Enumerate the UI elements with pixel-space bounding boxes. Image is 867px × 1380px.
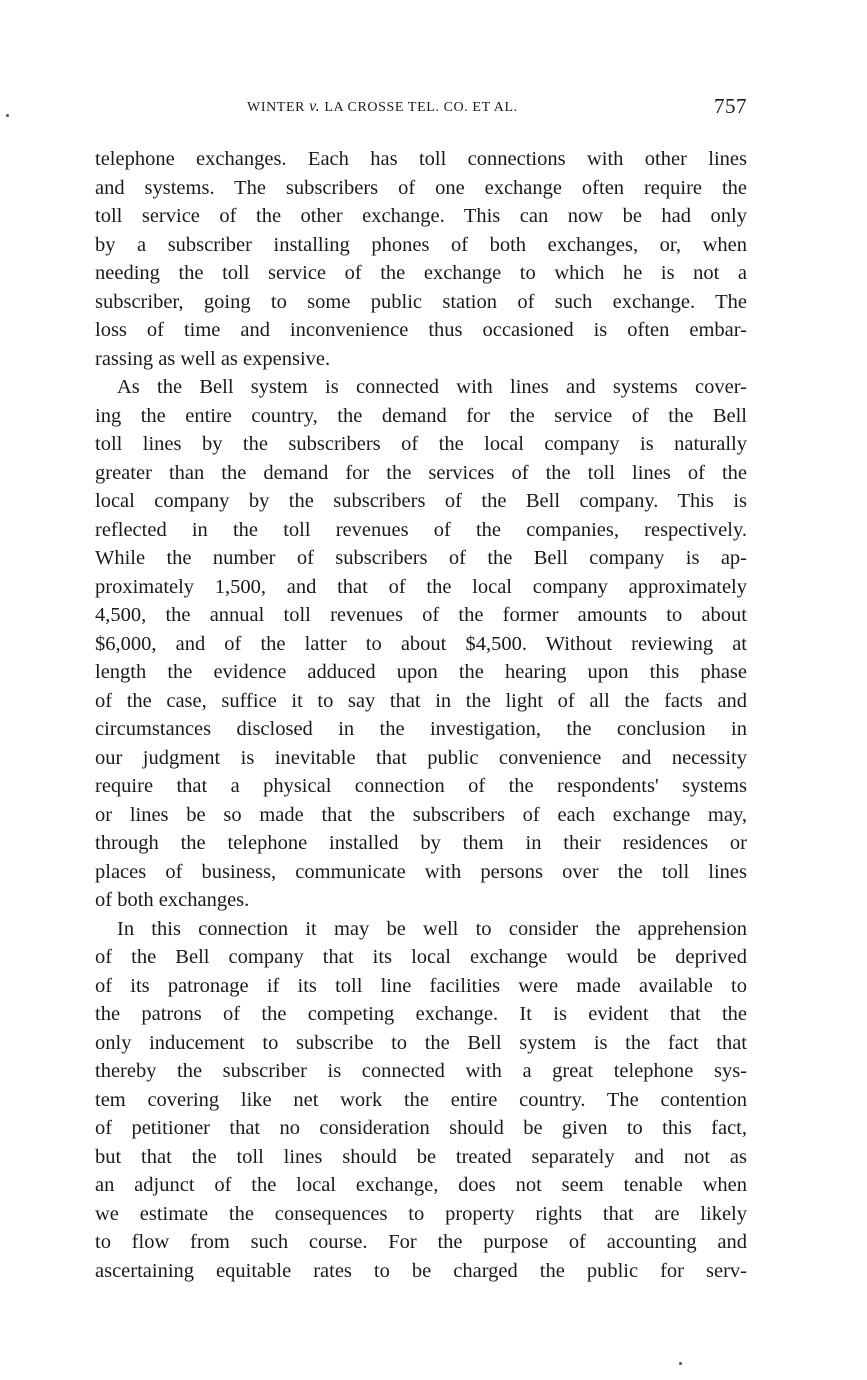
page-number: 757 [714, 94, 747, 118]
text-line: our judgment is inevitable that public convenience and necessity [95, 746, 747, 769]
text-line: require that a physical connection of the respondents' systems [95, 775, 747, 797]
text-line: of petitioner that no consideration should be given to this fact, [95, 1117, 747, 1139]
text-line: rassing as well as expensive. [95, 347, 331, 370]
text-line: and systems. The subscribers of one exchange often require the [95, 176, 747, 199]
text-line: through the telephone installed by them in their residences or [95, 832, 747, 854]
running-head-after: LA CROSSE TEL. CO. ET AL. [320, 100, 518, 115]
running-head-versus: v. [309, 98, 321, 115]
page-header [95, 94, 747, 120]
text-line: thereby the subscriber is connected with a great telephone sys- [95, 1060, 747, 1082]
text-line: ing the entire country, the demand for the service of the Bell [95, 404, 747, 427]
text-line: an adjunct of the local exchange, does not seem tenable when [95, 1174, 747, 1196]
text-line: length the evidence adduced upon the hearing upon this phase [95, 661, 747, 683]
text-line: reflected in the toll revenues of the companies, respectively. [95, 518, 747, 541]
text-line: local company by the subscribers of the Bell company. This is [95, 490, 747, 512]
paragraph-2 [95, 373, 747, 915]
text-line: tem covering like net work the entire country. The contention [95, 1088, 747, 1111]
text-line: but that the toll lines should be treated separately and not as [95, 1145, 747, 1168]
text-line: toll lines by the subscribers of the local company is naturally [95, 433, 747, 455]
running-head-before: WINTER [247, 100, 310, 115]
paragraph-3 [95, 915, 747, 1286]
text-line: or lines be so made that the subscribers of each exchange may, [95, 803, 747, 826]
text-line: to flow from such course. For the purpose of accounting and [95, 1231, 747, 1253]
text-line: proximately 1,500, and that of the local company approximately [95, 575, 747, 598]
body-text [95, 145, 747, 1285]
text-line: we estimate the consequences to property rights that are likely [95, 1202, 747, 1225]
text-line: loss of time and inconvenience thus occasioned is often embar- [95, 319, 747, 341]
text-line: needing the toll service of the exchange to which he is not a [95, 262, 747, 284]
text-line: ascertaining equitable rates to be charged the public for serv- [95, 1259, 747, 1282]
text-line: In this connection it may be well to consider the apprehension [117, 917, 747, 940]
text-line: greater than the demand for the services of the toll lines of the [95, 461, 747, 484]
text-line: of the Bell company that its local exchange would be deprived [95, 946, 747, 968]
text-line: of its patronage if its toll line facilities were made available to [95, 974, 747, 997]
text-line: subscriber, going to some public station of such exchange. The [95, 290, 747, 313]
text-line: circumstances disclosed in the investigation, the conclusion in [95, 718, 747, 740]
paper-speck [6, 114, 9, 117]
text-line: places of business, communicate with persons over the toll lines [95, 860, 747, 883]
text-line: While the number of subscribers of the Bell company is ap- [95, 547, 747, 569]
text-line: telephone exchanges. Each has toll connections with other lines [95, 148, 747, 170]
text-line: of the case, suffice it to say that in the light of all the facts and [95, 689, 747, 712]
text-line: of both exchanges. [95, 889, 250, 911]
running-head [247, 98, 518, 116]
text-line: As the Bell system is connected with lines and systems cover- [117, 376, 747, 398]
text-line: the patrons of the competing exchange. It is evident that the [95, 1003, 747, 1025]
text-line: 4,500, the annual toll revenues of the former amounts to about [95, 604, 747, 626]
paper-speck [679, 1362, 682, 1365]
text-line: toll service of the other exchange. This can now be had only [95, 205, 747, 227]
text-line: only inducement to subscribe to the Bell system is the fact that [95, 1031, 747, 1054]
paragraph-1 [95, 145, 747, 373]
text-line: by a subscriber installing phones of both exchanges, or, when [95, 233, 747, 256]
text-line: $6,000, and of the latter to about $4,500. Without reviewing at [95, 632, 747, 655]
